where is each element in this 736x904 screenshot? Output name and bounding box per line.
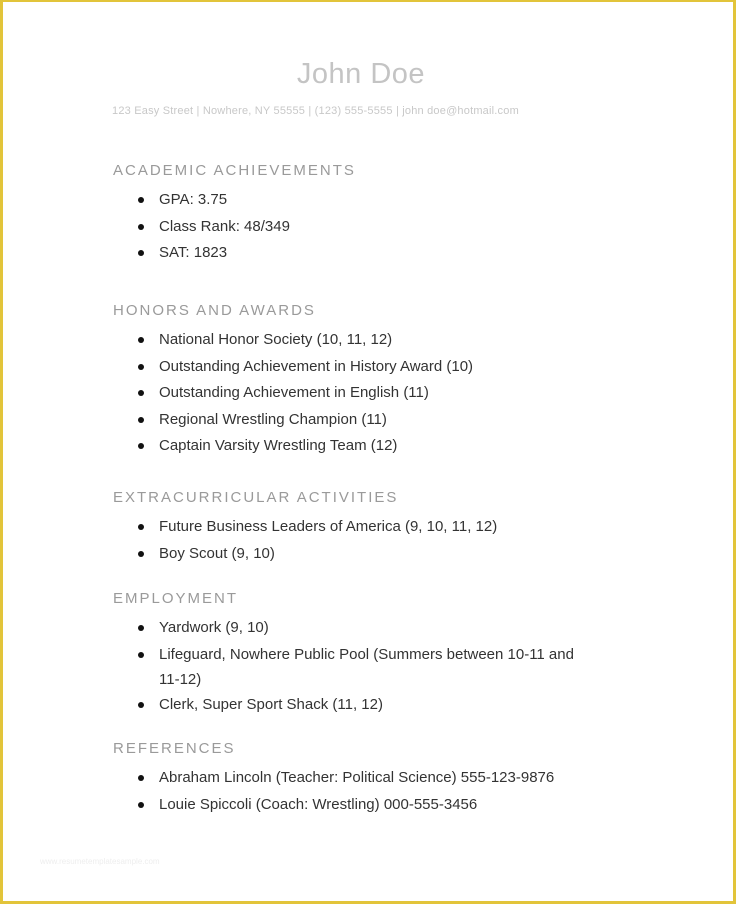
- list-item: Boy Scout (9, 10): [113, 541, 589, 568]
- bullet-icon: [138, 390, 144, 396]
- bullet-icon: [138, 652, 144, 658]
- list-item: Regional Wrestling Champion (11): [113, 407, 589, 434]
- list-item: Future Business Leaders of America (9, 10, 11, 12): [113, 514, 589, 541]
- list-item: SAT: 1823: [113, 240, 589, 267]
- list-item: Outstanding Achievement in English (11): [113, 380, 589, 407]
- section-heading: REFERENCES: [113, 740, 236, 757]
- bullet-icon: [138, 524, 144, 530]
- bullet-icon: [138, 443, 144, 449]
- section-extracurricular: [113, 489, 589, 567]
- bullet-icon: [138, 197, 144, 203]
- contact-line: 123 Easy Street | Nowhere, NY 55555 | (123) 555-5555 | john doe@hotmail.com: [112, 105, 519, 117]
- watermark-text: www.resumetemplatesample.com: [40, 857, 160, 866]
- bullet-icon: [138, 250, 144, 256]
- section-heading: ACADEMIC ACHIEVEMENTS: [113, 162, 356, 179]
- bullet-icon: [138, 625, 144, 631]
- section-heading: EXTRACURRICULAR ACTIVITIES: [113, 489, 399, 506]
- section-heading: HONORS AND AWARDS: [113, 302, 316, 319]
- section-heading: EMPLOYMENT: [113, 590, 239, 607]
- list-item: Class Rank: 48/349: [113, 214, 589, 241]
- bullet-icon: [138, 702, 144, 708]
- bullet-icon: [138, 337, 144, 343]
- section-references: [113, 740, 639, 818]
- section-academic-achievements: [113, 162, 589, 267]
- list-item: Abraham Lincoln (Teacher: Political Science) 555-123-9876: [113, 765, 639, 792]
- bullet-icon: [138, 224, 144, 230]
- bullet-icon: [138, 417, 144, 423]
- list-item: Captain Varsity Wrestling Team (12): [113, 433, 589, 460]
- list-item: Clerk, Super Sport Shack (11, 12): [113, 692, 589, 719]
- section-employment: [113, 590, 589, 718]
- list-item: Outstanding Achievement in History Award (10): [113, 354, 589, 381]
- list-item: GPA: 3.75: [113, 187, 589, 214]
- bullet-icon: [138, 802, 144, 808]
- bullet-icon: [138, 551, 144, 557]
- list-item: National Honor Society (10, 11, 12): [113, 327, 589, 354]
- watermark-area: [3, 842, 253, 872]
- section-honors-awards: [113, 302, 589, 460]
- resume-page: [3, 2, 733, 901]
- list-item: Louie Spiccoli (Coach: Wrestling) 000-555-3456: [113, 792, 589, 819]
- list-item: Yardwork (9, 10): [113, 615, 589, 642]
- bullet-icon: [138, 364, 144, 370]
- applicant-name: John Doe: [296, 58, 426, 90]
- list-item: Lifeguard, Nowhere Public Pool (Summers between 10-11 and 11-12): [113, 642, 589, 692]
- bullet-icon: [138, 775, 144, 781]
